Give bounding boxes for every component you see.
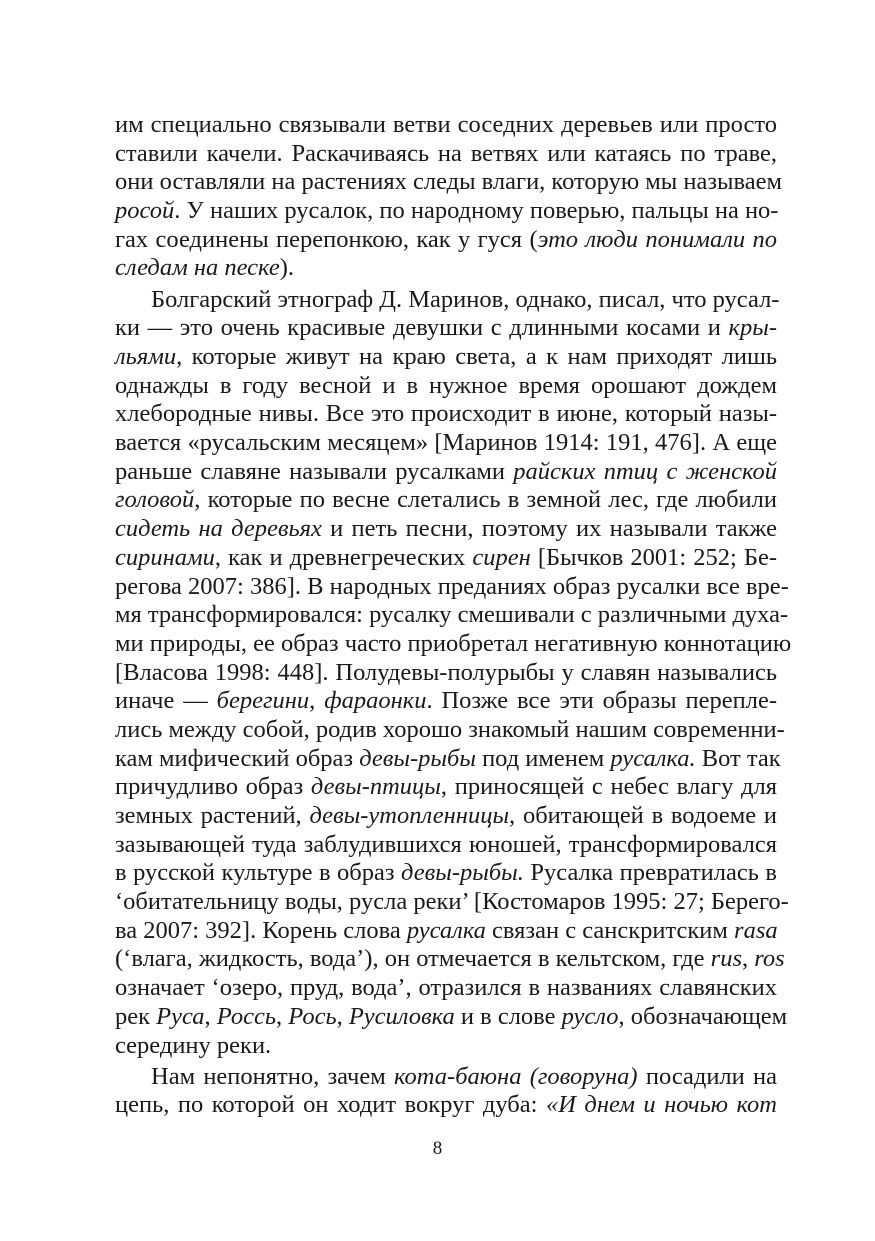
text-line bbox=[115, 859, 777, 888]
text-segment: и в слове bbox=[454, 1002, 562, 1030]
text-segment: [Власова 1998: 448]. Полудевы-полурыбы у славян назывались bbox=[115, 658, 777, 686]
italic-text: девы-утопленницы bbox=[309, 802, 510, 829]
text-segment: мя трансформировался: русалку смешивали с различными духа- bbox=[115, 601, 789, 629]
text-line bbox=[115, 458, 777, 487]
text-segment: кам мифический образ bbox=[115, 744, 360, 772]
text-segment: , bbox=[204, 1002, 217, 1030]
text-line bbox=[115, 197, 777, 226]
text-segment: лись между собой, родив хорошо знакомый нашим современни- bbox=[115, 715, 785, 743]
paragraph-p1 bbox=[115, 111, 782, 283]
text-line bbox=[115, 1002, 788, 1032]
text-segment: означает ‘озеро, пруд, вода’, отразился в названиях славянских bbox=[115, 974, 777, 1002]
text-line bbox=[115, 773, 777, 802]
text-segment: , bbox=[275, 1002, 289, 1030]
italic-text: кры- bbox=[728, 314, 777, 342]
text-segment: ). bbox=[279, 254, 295, 282]
text-segment: цепь, по которой он ходит вокруг дуба: bbox=[115, 1091, 546, 1119]
paragraph-p2 bbox=[115, 285, 792, 1061]
italic-text: Русиловка bbox=[348, 1002, 455, 1030]
italic-text: сирен bbox=[472, 543, 531, 571]
text-segment: ставили качели. Раскачиваясь на ветвях или катаясь по траве, bbox=[115, 139, 777, 167]
text-segment: посадили на bbox=[637, 1062, 778, 1090]
text-line bbox=[115, 1091, 777, 1120]
text-segment: , bbox=[741, 945, 755, 973]
text-line bbox=[115, 744, 781, 774]
text-line bbox=[115, 285, 780, 315]
paragraph-p3 bbox=[115, 1063, 777, 1120]
text-line bbox=[115, 917, 777, 946]
text-line bbox=[115, 629, 792, 659]
page-number: 8 bbox=[432, 1138, 443, 1159]
text-segment: Болгарский этнограф Д. Маринов, однако, писал, что русал- bbox=[151, 285, 780, 313]
text-segment: гах соединены перепонкою, как у гуся ( bbox=[115, 225, 538, 253]
text-line bbox=[115, 572, 789, 602]
italic-text: кота-баюна (говоруна) bbox=[394, 1062, 638, 1090]
italic-text: «И днем и ночью кот bbox=[545, 1091, 777, 1119]
text-segment: , которые живут на краю света, а к нам приходят лишь bbox=[176, 343, 777, 370]
italic-text: Рось bbox=[288, 1002, 337, 1030]
text-line bbox=[115, 1032, 777, 1061]
italic-text: росой bbox=[115, 197, 175, 225]
italic-text: берегини bbox=[216, 687, 310, 715]
italic-text: райских птиц с женской bbox=[513, 457, 777, 485]
text-segment: (‘влага, жидкость, вода’), он отмечается в кельтском, где bbox=[115, 945, 711, 973]
text-line bbox=[115, 111, 777, 140]
text-segment: , которые по весне слетались в земной лес, где любили bbox=[194, 486, 777, 514]
italic-text: девы-птицы bbox=[310, 773, 441, 801]
text-segment: ми природы, ее образ часто приобретал негативную коннотацию bbox=[115, 629, 792, 657]
text-line bbox=[115, 945, 785, 974]
text-segment: под именем bbox=[475, 744, 611, 772]
text-line bbox=[115, 343, 777, 372]
text-line bbox=[115, 802, 777, 831]
text-line bbox=[115, 168, 782, 197]
italic-text: головой bbox=[115, 486, 195, 514]
text-segment: ки — это очень красивые девушки с длинными косами и bbox=[115, 314, 729, 342]
italic-text: Россь bbox=[216, 1002, 276, 1030]
italic-text: Руса bbox=[156, 1002, 205, 1030]
text-line bbox=[115, 140, 777, 169]
text-line bbox=[115, 687, 777, 716]
text-line bbox=[115, 515, 777, 544]
italic-text: rasa bbox=[734, 916, 778, 944]
italic-text: rus bbox=[710, 945, 742, 973]
text-segment: в русской культуре в образ bbox=[115, 859, 402, 887]
text-line bbox=[115, 314, 777, 343]
text-segment: раньше славяне называли русалками bbox=[115, 457, 514, 485]
text-segment: вается «русальским месяцем» [Маринов 1914: 191, 476]. А еще bbox=[115, 429, 777, 457]
text-line bbox=[115, 601, 789, 630]
text-line bbox=[115, 831, 777, 860]
italic-text: это люди понимали по bbox=[537, 225, 777, 253]
italic-text: русло bbox=[561, 1002, 619, 1030]
italic-text: русалка bbox=[406, 916, 486, 944]
text-line bbox=[115, 544, 777, 573]
text-segment: , обозначающем bbox=[618, 1002, 788, 1030]
text-segment: земных растений, bbox=[115, 802, 310, 829]
text-segment: связан с санскритским bbox=[485, 916, 735, 944]
text-segment: им специально связывали ветви соседних деревьев или просто bbox=[115, 111, 777, 138]
text-segment: рек bbox=[115, 1002, 157, 1030]
text-segment: хлебородные нивы. Все это происходит в июне, который назы- bbox=[115, 400, 777, 428]
italic-text: ros bbox=[754, 945, 785, 973]
text-segment: Вот так bbox=[695, 744, 781, 772]
text-segment: зазывающей туда заблудившихся юношей, трансформировался bbox=[115, 830, 777, 858]
text-line bbox=[115, 254, 777, 283]
text-line bbox=[115, 659, 777, 688]
text-segment: ‘обитательницу воды, русла реки’ [Костомаров 1995: 27; Берего- bbox=[115, 888, 789, 916]
text-segment: , как и древнегреческих bbox=[214, 543, 473, 571]
text-segment: , приносящей с небес влагу для bbox=[440, 773, 777, 801]
text-line bbox=[115, 372, 777, 401]
text-line bbox=[115, 974, 777, 1003]
text-segment: регова 2007: 386]. В народных преданиях образ русалки все вре- bbox=[115, 572, 789, 600]
text-segment: Русалка превратилась в bbox=[523, 859, 777, 887]
italic-text: русалка. bbox=[610, 744, 696, 772]
text-segment: [Бычков 2001: 252; Бе- bbox=[530, 543, 778, 571]
text-segment: , обитающей в водоеме и bbox=[509, 802, 777, 829]
text-line bbox=[115, 400, 777, 429]
text-segment: и петь песни, поэтому их называли также bbox=[321, 515, 777, 543]
text-segment: , bbox=[309, 687, 325, 715]
text-segment: . Позже все эти образы перепле- bbox=[426, 687, 778, 715]
italic-text: сиринами bbox=[115, 543, 215, 571]
text-line bbox=[115, 486, 777, 515]
text-segment: однажды в году весной и в нужное время орошают дождем bbox=[115, 371, 777, 399]
text-line bbox=[115, 429, 777, 458]
italic-text: фараонки bbox=[324, 687, 427, 715]
italic-text: девы-рыбы bbox=[359, 744, 476, 772]
text-line bbox=[115, 1063, 777, 1092]
italic-text: льями bbox=[115, 343, 177, 370]
text-segment: . У наших русалок, по народному поверью, пальцы на но- bbox=[174, 197, 779, 225]
text-segment: , bbox=[336, 1002, 349, 1030]
italic-text: следам на песке bbox=[115, 254, 280, 282]
text-line bbox=[115, 888, 789, 917]
text-segment: причудливо образ bbox=[115, 773, 311, 801]
text-segment: Нам непонятно, зачем bbox=[151, 1062, 395, 1090]
text-segment: ва 2007: 392]. Корень слова bbox=[115, 916, 407, 944]
text-segment: иначе — bbox=[115, 687, 217, 715]
text-segment: середину реки. bbox=[115, 1031, 272, 1059]
italic-text: сидеть на деревьях bbox=[115, 515, 322, 543]
text-segment: они оставляли на растениях следы влаги, которую мы называем bbox=[115, 168, 782, 196]
text-line bbox=[115, 715, 785, 745]
text-line bbox=[115, 226, 777, 255]
italic-text: девы-рыбы. bbox=[401, 859, 524, 887]
page-body bbox=[115, 111, 792, 1120]
